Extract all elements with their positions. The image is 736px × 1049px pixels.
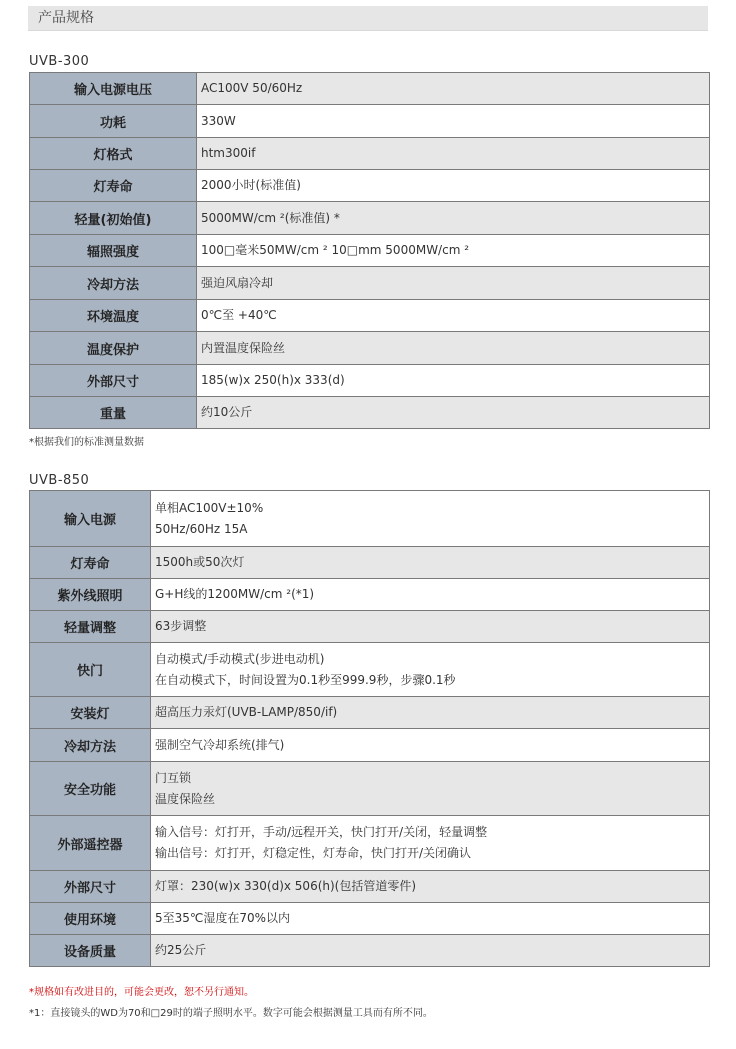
row-value-line: 超高压力汞灯(UVB-LAMP/850/if) xyxy=(155,705,338,719)
row-label: 冷却方法 xyxy=(30,729,151,762)
row-value xyxy=(151,871,710,903)
table-row xyxy=(30,267,710,300)
row-label: 辐照强度 xyxy=(30,235,197,267)
table-row xyxy=(30,73,710,105)
row-value-line: 强制空气冷却系统(排气) xyxy=(155,737,285,752)
row-label: 设备质量 xyxy=(30,935,151,967)
row-label: 灯格式 xyxy=(30,138,197,170)
row-value xyxy=(151,491,710,547)
table-row xyxy=(30,643,710,697)
row-value-line: 灯罩：230(w)x 330(d)x 506(h)(包括管道零件) xyxy=(155,879,417,893)
row-value: 185(w)x 250(h)x 333(d) xyxy=(197,365,710,397)
row-value-line: 输出信号：灯打开，灯稳定性，灯寿命，快门打开/关闭确认 xyxy=(155,846,472,860)
row-label: 冷却方法 xyxy=(30,267,197,300)
table-row xyxy=(30,138,710,170)
table-row xyxy=(30,170,710,202)
table-row xyxy=(30,202,710,235)
row-value-line: 温度保险丝 xyxy=(155,791,216,806)
row-value-line: G+H线的1200MW/cm ²(*1) xyxy=(155,587,315,601)
model-title-uvb300: UVB-300 xyxy=(29,54,90,69)
row-value-line: 在自动模式下，时间设置为0.1秒至999.9秒，步骤0.1秒 xyxy=(155,672,456,687)
row-label: 输入电源电压 xyxy=(30,73,197,105)
row-value xyxy=(151,935,710,967)
row-value: 100□毫米50MW/cm ² 10□mm 5000MW/cm ² xyxy=(197,235,710,267)
footnote-change-notice: *规格如有改进目的，可能会更改，恕不另行通知。 xyxy=(29,987,254,998)
section-title: 产品规格 xyxy=(28,6,708,31)
table-row xyxy=(30,697,710,729)
row-label: 紫外线照明 xyxy=(30,579,151,611)
row-value xyxy=(151,729,710,762)
row-value xyxy=(151,579,710,611)
row-value: 5000MW/cm ²(标准值) * xyxy=(197,202,710,235)
row-label: 温度保护 xyxy=(30,332,197,365)
row-value xyxy=(151,643,710,697)
row-value: AC100V 50/60Hz xyxy=(197,73,710,105)
table-row xyxy=(30,491,710,547)
table-row xyxy=(30,579,710,611)
row-value: 330W xyxy=(197,105,710,138)
row-label: 安全功能 xyxy=(30,762,151,816)
table-row xyxy=(30,611,710,643)
spec-table-uvb850 xyxy=(29,490,710,967)
row-value-line: 1500h或50次灯 xyxy=(155,555,245,569)
table-row xyxy=(30,300,710,332)
row-label: 安装灯 xyxy=(30,697,151,729)
table-row xyxy=(30,397,710,429)
row-label: 功耗 xyxy=(30,105,197,138)
footnote-1: *1：直接镜头的WD为70和□29时的端子照明水平。数字可能会根据测量工具而有所不同。 xyxy=(29,1008,433,1019)
row-value xyxy=(151,816,710,871)
row-value-line: 门互锁 xyxy=(155,770,192,785)
table-row xyxy=(30,547,710,579)
row-value-line: 约25公斤 xyxy=(155,943,207,957)
row-value: 内置温度保险丝 xyxy=(197,332,710,365)
table-row xyxy=(30,871,710,903)
row-label: 快门 xyxy=(30,643,151,697)
table-row xyxy=(30,332,710,365)
row-value: 0℃至 +40℃ xyxy=(197,300,710,332)
row-value: 2000小时(标准值) xyxy=(197,170,710,202)
row-value-line: 自动模式/手动模式(步进电动机) xyxy=(155,651,325,666)
row-value-line: 单相AC100V±10% xyxy=(155,500,264,515)
row-label: 外部遥控器 xyxy=(30,816,151,871)
row-label: 重量 xyxy=(30,397,197,429)
row-label: 灯寿命 xyxy=(30,170,197,202)
row-value: 约10公斤 xyxy=(197,397,710,429)
row-label: 外部尺寸 xyxy=(30,365,197,397)
table-row xyxy=(30,105,710,138)
row-value: htm300if xyxy=(197,138,710,170)
spec-table-uvb300 xyxy=(29,72,710,429)
row-label: 环境温度 xyxy=(30,300,197,332)
row-value xyxy=(151,697,710,729)
row-value xyxy=(151,611,710,643)
row-label: 轻量(初始值) xyxy=(30,202,197,235)
row-label: 输入电源 xyxy=(30,491,151,547)
row-label: 使用环境 xyxy=(30,903,151,935)
footnote-uvb300: *根据我们的标准测量数据 xyxy=(29,437,144,448)
row-value: 强迫风扇冷却 xyxy=(197,267,710,300)
row-label: 轻量调整 xyxy=(30,611,151,643)
table-row xyxy=(30,903,710,935)
row-value-line: 63步调整 xyxy=(155,619,207,633)
model-title-uvb850: UVB-850 xyxy=(29,473,90,488)
table-row xyxy=(30,935,710,967)
row-label: 灯寿命 xyxy=(30,547,151,579)
table-row xyxy=(30,762,710,816)
row-value xyxy=(151,762,710,816)
table-row xyxy=(30,235,710,267)
row-value-line: 5至35℃湿度在70%以内 xyxy=(155,911,291,925)
table-row xyxy=(30,816,710,871)
row-label: 外部尺寸 xyxy=(30,871,151,903)
table-row xyxy=(30,365,710,397)
row-value-line: 50Hz/60Hz 15A xyxy=(155,521,248,536)
table-row xyxy=(30,729,710,762)
row-value-line: 输入信号：灯打开，手动/远程开关，快门打开/关闭，轻量调整 xyxy=(155,825,488,839)
row-value xyxy=(151,903,710,935)
row-value xyxy=(151,547,710,579)
